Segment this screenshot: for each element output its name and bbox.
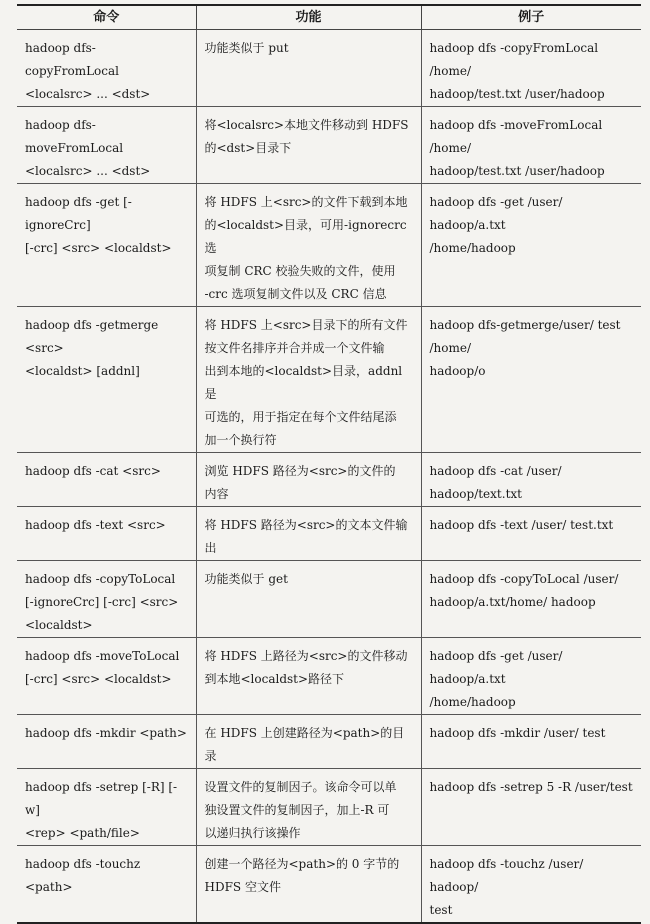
table-row [17, 638, 641, 715]
function-line: 可选的，用于指定在每个文件结尾添 [204, 410, 397, 424]
function-line: 将 HDFS 路径为<src>的文本文件输出 [204, 518, 408, 555]
example-line: hadoop dfs -copyFromLocal /home/ [429, 41, 599, 78]
command-line: <localsrc> ... <dst> [25, 87, 151, 101]
function-line: 创建一个路径为<path>的 0 字节的 [204, 857, 400, 871]
table-row [17, 715, 641, 769]
command-line: <localdst> [addnl] [25, 364, 140, 378]
header-command: 命令 [17, 5, 196, 30]
function-cell [196, 846, 421, 924]
command-line: <rep> <path/file> [25, 826, 140, 840]
example-line: hadoop/o [429, 364, 486, 378]
example-cell [421, 184, 641, 307]
function-cell [196, 453, 421, 507]
table-row [17, 769, 641, 846]
function-cell [196, 507, 421, 561]
example-line: hadoop dfs -mkdir /user/ test [429, 726, 606, 740]
function-line: 按文件名排序并合并成一个文件输 [204, 341, 385, 355]
example-cell [421, 507, 641, 561]
function-line: 内容 [204, 487, 229, 501]
example-line: hadoop dfs -cat /user/ hadoop/text.txt [429, 464, 562, 501]
command-cell [17, 561, 196, 638]
example-line: hadoop/test.txt /user/hadoop [429, 87, 605, 101]
command-cell [17, 453, 196, 507]
example-line: hadoop dfs -get /user/ hadoop/a.txt [429, 649, 563, 686]
function-line: 功能类似于 put [204, 41, 289, 55]
command-line: hadoop dfs -mkdir <path> [25, 726, 187, 740]
command-line: hadoop dfs -cat <src> [25, 464, 161, 478]
command-line: hadoop dfs -getmerge <src> [25, 318, 159, 355]
function-line: 将 HDFS 上<src>的文件下载到本地 [204, 195, 408, 209]
table-row [17, 453, 641, 507]
command-cell [17, 715, 196, 769]
function-line: 独设置文件的复制因子，加上-R 可 [204, 803, 390, 817]
function-line: 项复制 CRC 校验失败的文件，使用 [204, 264, 396, 278]
function-line: HDFS 空文件 [204, 880, 281, 894]
header-function: 功能 [196, 5, 421, 30]
table-row [17, 184, 641, 307]
example-line: test [429, 903, 453, 917]
function-cell [196, 107, 421, 184]
command-line: hadoop dfs-moveFromLocal [25, 118, 124, 155]
header-row [17, 5, 641, 30]
command-cell [17, 638, 196, 715]
header-example: 例子 [421, 5, 641, 30]
example-line: hadoop dfs -moveFromLocal /home/ [429, 118, 603, 155]
function-line: 出到本地的<localdst>目录，addnl 是 [204, 364, 403, 401]
command-line: hadoop dfs -moveToLocal [25, 649, 180, 663]
example-line: hadoop dfs -text /user/ test.txt [429, 518, 614, 532]
function-line: 的<localdst>目录，可用-ignorecrc 选 [204, 218, 407, 255]
command-line: hadoop dfs -setrep [-R] [-w] [25, 780, 178, 817]
function-cell [196, 769, 421, 846]
function-line: -crc 选项复制文件以及 CRC 信息 [204, 287, 387, 301]
example-line: hadoop dfs -copyToLocal /user/ [429, 572, 619, 586]
command-line: hadoop dfs -text <src> [25, 518, 166, 532]
example-cell [421, 307, 641, 453]
example-line: hadoop dfs -touchz /user/ hadoop/ [429, 857, 584, 894]
function-cell [196, 561, 421, 638]
function-line: 设置文件的复制因子。该命令可以单 [204, 780, 397, 794]
function-line: 加一个换行符 [204, 433, 277, 447]
example-cell [421, 30, 641, 107]
table-row [17, 30, 641, 107]
command-cell [17, 184, 196, 307]
table-row [17, 307, 641, 453]
example-line: hadoop/a.txt/home/ hadoop [429, 595, 596, 609]
command-cell [17, 107, 196, 184]
command-line: hadoop dfs -get [-ignoreCrc] [25, 195, 132, 232]
example-line: /home/hadoop [429, 695, 516, 709]
command-line: [-crc] <src> <localdst> [25, 241, 172, 255]
function-line: 将<localsrc>本地文件移动到 HDFS [204, 118, 409, 132]
command-cell [17, 846, 196, 924]
function-cell [196, 638, 421, 715]
example-line: hadoop dfs -get /user/ hadoop/a.txt [429, 195, 563, 232]
function-cell [196, 30, 421, 107]
command-line: hadoop dfs -copyToLocal [25, 572, 176, 586]
command-line: [-ignoreCrc] [-crc] <src> [25, 595, 179, 609]
function-cell [196, 184, 421, 307]
function-line: 在 HDFS 上创建路径为<path>的目录 [204, 726, 405, 763]
example-cell [421, 638, 641, 715]
command-cell [17, 507, 196, 561]
function-line: 将 HDFS 上路径为<src>的文件移动 [204, 649, 408, 663]
example-line: /home/hadoop [429, 241, 516, 255]
example-cell [421, 561, 641, 638]
example-cell [421, 846, 641, 924]
command-line: <localdst> [25, 618, 93, 632]
function-line: 以递归执行该操作 [204, 826, 301, 840]
example-line: hadoop dfs -setrep 5 -R /user/test [429, 780, 633, 794]
command-cell [17, 769, 196, 846]
function-line: 浏览 HDFS 路径为<src>的文件的 [204, 464, 396, 478]
example-cell [421, 769, 641, 846]
function-line: 到本地<localdst>路径下 [204, 672, 345, 686]
function-line: 的<dst>目录下 [204, 141, 292, 155]
table-row [17, 507, 641, 561]
command-cell [17, 30, 196, 107]
example-cell [421, 107, 641, 184]
function-cell [196, 715, 421, 769]
example-cell [421, 715, 641, 769]
function-cell [196, 307, 421, 453]
table-row [17, 561, 641, 638]
example-cell [421, 453, 641, 507]
example-line: hadoop dfs-getmerge/user/ test /home/ [429, 318, 621, 355]
command-line: <localsrc> ... <dst> [25, 164, 151, 178]
function-line: 功能类似于 get [204, 572, 288, 586]
command-cell [17, 307, 196, 453]
command-line: hadoop dfs-copyFromLocal [25, 41, 119, 78]
example-line: hadoop/test.txt /user/hadoop [429, 164, 605, 178]
command-line: hadoop dfs -touchz <path> [25, 857, 141, 894]
function-line: 将 HDFS 上<src>目录下的所有文件 [204, 318, 408, 332]
hdfs-command-table [17, 4, 641, 924]
table-row [17, 107, 641, 184]
command-line: [-crc] <src> <localdst> [25, 672, 172, 686]
table-row [17, 846, 641, 924]
